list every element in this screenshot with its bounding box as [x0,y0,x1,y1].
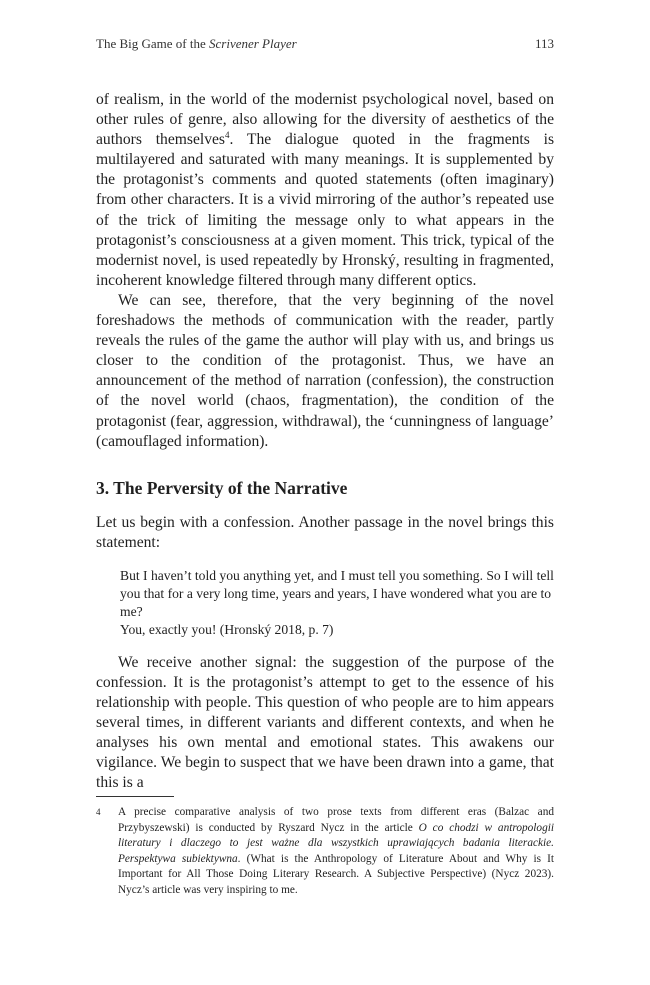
paragraph-1-text-b: . The dialogue quoted in the fragments is multilayered and saturated with many meanings. It is supplemented by the protagonist’s comments and quoted statements (often imaginary) from other characters. It is a vivid mirroring of the author’s repeated use of the trick of limiting the message only to what appears in the protagonist’s consciousness at a given moment. This trick, typical of the modernist novel, is used repeatedly by Hronský, resulting in fragmented, incoherent knowledge filtered through many different optics. [96,131,555,289]
block-quote [120,567,554,639]
paragraph-1 [96,90,554,291]
footnote-separator [96,796,174,797]
footnote [96,805,554,898]
running-header [96,36,554,56]
running-title-italic: Scrivener Player [209,36,297,51]
footnote-text-a: A precise comparative analysis of two prose texts from different eras (Balzac and Przybyszewski) is conducted by Ryszard Nycz in the article [118,806,554,834]
footnote-reference: 4 [225,130,230,140]
running-title-text: The Big Game of the [96,36,209,51]
footnote-cited-title: O co chodzi w antropologii literatury i dlaczego to jest ważne dla wszystkich uprawiających badania literackie. Perspektywa subiektywna [118,821,555,865]
paragraph-2: We can see, therefore, that the very beginning of the novel foreshadows the methods of communication with the reader, partly reveals the rules of the game the author will play with us, and brings us closer to the condition of the protagonist. Thus, we have an announcement of the method of narration (confession), the construction of the novel world (chaos, fragmentation), the condition of the protagonist (fear, aggression, withdrawal), the ‘cunningness of language’ (camouflaged information). [96,291,554,450]
main-text [96,90,554,794]
running-title [96,36,297,52]
paragraph-3: Let us begin with a confession. Another passage in the novel brings this statement: [96,513,554,551]
footnote-text-b: . (What is the Anthropology of Literature About and Why is It Important for All Those Doing Literary Research. A Subjective Perspective) (Nycz 2023). Nycz’s article was very inspiring to me. [118,852,554,896]
footnote-number: 4 [96,807,101,817]
footnote-text [118,805,554,898]
page-number: 113 [534,36,554,51]
quote-line-2: You, exactly you! (Hronský 2018, p. 7) [120,621,334,637]
section-heading: 3. The Perversity of the Narrative [96,477,348,498]
paragraph-1-text-a: of realism, in the world of the modernist psychological novel, based on other rules of genre, also allowing for the diversity of aesthetics of the authors themselves [96,91,554,149]
paragraph-4: We receive another signal: the suggestion of the purpose of the confession. It is the protagonist’s attempt to get to the essence of his relationship with people. This question of who people are to him appears several times, in different variants and different contexts, and when he analyses his own mental and emotional states. This awakens our vigilance. We begin to suspect that we have been drawn into a game, that this is a [96,653,554,792]
quote-line-1: But I haven’t told you anything yet, and I must tell you something. So I will tell you that for a very long time, years and years, I have wondered what you are to me? [120,567,554,619]
